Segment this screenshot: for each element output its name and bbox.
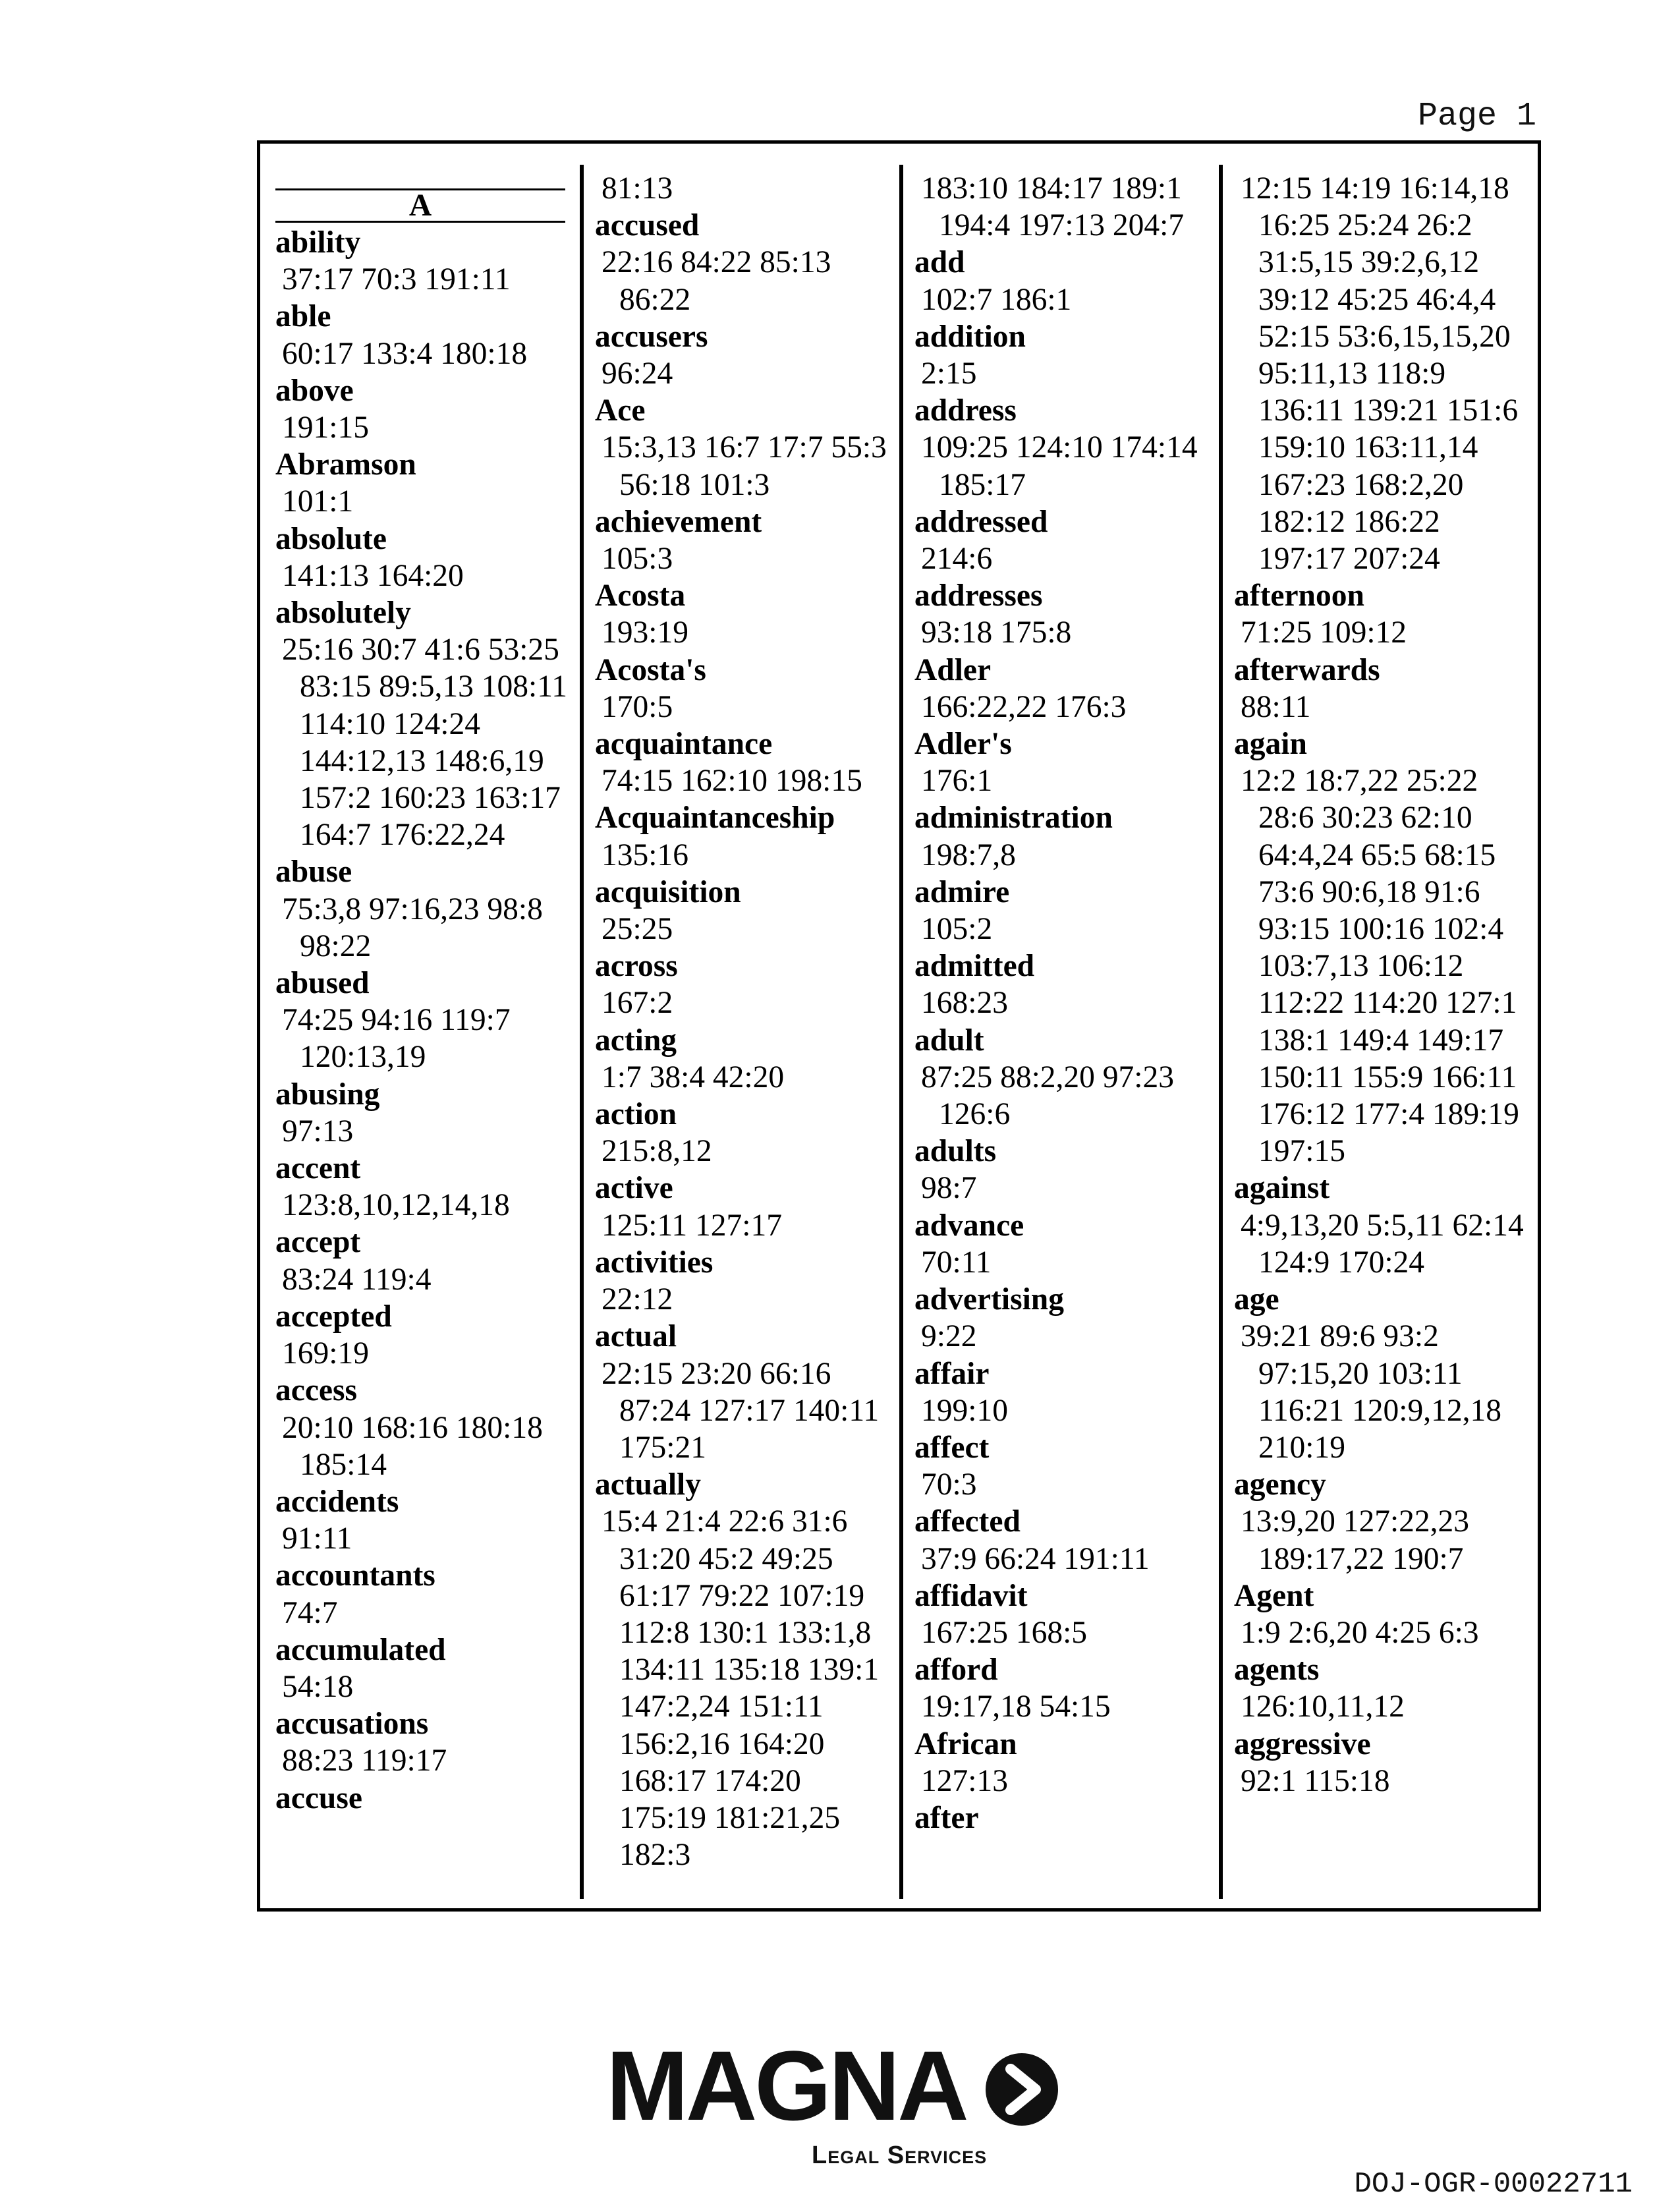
index-term: able: [275, 299, 331, 334]
index-term: accuse: [275, 1780, 362, 1815]
index-entry: [914, 244, 1218, 318]
index-entry: [595, 1170, 898, 1243]
index-term: absolute: [275, 521, 387, 556]
index-entry: [275, 1705, 578, 1779]
index-entry: [914, 652, 1218, 725]
page-line-refs: 22:15 23:20 66:16 87:24 127:17 140:11 175:21: [602, 1356, 880, 1465]
page-line-refs: 15:3,13 16:7 17:7 55:3 56:18 101:3: [602, 430, 887, 502]
page-line-refs: 183:10 184:17 189:1 194:4 197:13 204:7: [921, 171, 1185, 243]
index-term: Ace: [595, 393, 646, 428]
index-term: adults: [914, 1134, 997, 1169]
index-term: advance: [914, 1208, 1024, 1243]
index-column-2: [595, 170, 898, 1873]
page-line-refs: 168:23: [921, 986, 1008, 1021]
index-term: add: [914, 245, 965, 280]
index-term: acquaintance: [595, 727, 773, 762]
index-term: aggressive: [1234, 1726, 1371, 1761]
index-term: accusations: [275, 1707, 429, 1742]
page-line-refs: 60:17 133:4 180:18: [282, 336, 528, 371]
index-term: again: [1234, 727, 1307, 762]
page-line-refs: 167:2: [602, 986, 673, 1021]
index-entry: [595, 1318, 898, 1466]
index-term: above: [275, 373, 354, 408]
index-term: affect: [914, 1430, 990, 1465]
page-line-refs: 193:19: [602, 615, 688, 650]
index-entry: [275, 594, 578, 853]
index-term: affair: [914, 1356, 990, 1391]
index-entry: [275, 224, 578, 298]
index-entry: [595, 874, 898, 948]
index-term: accepted: [275, 1299, 392, 1334]
page-line-refs: 71:25 109:12: [1241, 615, 1407, 650]
index-term: action: [595, 1097, 677, 1132]
index-entry: [595, 948, 898, 1021]
index-term: agency: [1234, 1467, 1326, 1502]
page-line-refs: 12:2 18:7,22 25:22 28:6 30:23 62:10 64:4,24 65:5 68:15 73:6 90:6,18 91:6 93:15 100:16 102:4 103:7,13 106:12 112:22 114:20 127:1 138:1 149:4 149:17 150:11 155:9 166:11 176:12 177:4 189:19 197:15: [1241, 764, 1519, 1169]
page-line-refs: 4:9,13,20 5:5,11 62:14 124:9 170:24: [1241, 1208, 1524, 1280]
index-term: Agent: [1234, 1578, 1314, 1613]
page-line-refs: 199:10: [921, 1393, 1008, 1428]
page-line-refs: 167:25 168:5: [921, 1615, 1088, 1650]
page-line-refs: 37:9 66:24 191:11: [921, 1541, 1150, 1576]
column-divider: [1219, 165, 1223, 1899]
magna-logo: [606, 2030, 1074, 2194]
index-entry: [275, 446, 578, 520]
index-entry: [914, 1651, 1218, 1725]
page-line-refs: 214:6: [921, 542, 993, 577]
index-term: affected: [914, 1504, 1021, 1539]
index-entry: [595, 318, 898, 392]
index-entry: [914, 1022, 1218, 1133]
index-entry: [275, 298, 578, 372]
page-line-refs: 74:7: [282, 1595, 338, 1630]
page-line-refs: 22:12: [602, 1282, 673, 1317]
index-term: admire: [914, 874, 1010, 909]
page-line-refs: 91:11: [282, 1521, 352, 1556]
index-term: affidavit: [914, 1578, 1028, 1613]
index-term: Adler: [914, 652, 992, 687]
page-line-refs: 198:7,8: [921, 837, 1016, 872]
index-entry: [914, 503, 1218, 577]
index-term: abused: [275, 966, 370, 1001]
index-entry: [595, 1466, 898, 1873]
page-line-refs: 135:16: [602, 837, 688, 872]
index-term: accused: [595, 208, 700, 243]
page-line-refs: 70:3: [921, 1467, 977, 1502]
index-entry: [1234, 1726, 1537, 1800]
index-term: African: [914, 1726, 1017, 1761]
index-term: after: [914, 1800, 979, 1835]
index-entry: [914, 392, 1218, 503]
page-line-refs: 96:24: [602, 356, 673, 391]
index-entry: [275, 372, 578, 446]
page-line-refs: 12:15 14:19 16:14,18 16:25 25:24 26:2 31:5,15 39:2,6,12 39:12 45:25 46:4,4 52:15 53:6,15,15,20 95:11,13 118:9 136:11 139:21 151:6 159:10 163:11,14 167:23 168:2,20 182:12 186:22 197:17 207:24: [1241, 171, 1519, 577]
index-term: administration: [914, 801, 1113, 836]
index-entry: [595, 1096, 898, 1170]
index-entry: [914, 1281, 1218, 1355]
index-term: abuse: [275, 855, 352, 890]
index-term: actual: [595, 1319, 677, 1354]
index-entry: [275, 1372, 578, 1483]
index-entry: [1234, 1651, 1537, 1725]
index-term: activities: [595, 1245, 714, 1280]
page-line-refs: 74:25 94:16 119:7 120:13,19: [282, 1003, 511, 1075]
page-line-refs: 25:25: [602, 912, 673, 947]
page-line-refs: 170:5: [602, 689, 673, 724]
page-line-refs: 74:15 162:10 198:15: [602, 764, 862, 799]
index-term: absolutely: [275, 596, 411, 631]
index-term: abusing: [275, 1077, 380, 1112]
index-term: age: [1234, 1282, 1279, 1317]
index-term: addition: [914, 319, 1026, 354]
page-line-refs: 1:9 2:6,20 4:25 6:3: [1241, 1615, 1479, 1650]
page-line-refs: 9:22: [921, 1319, 977, 1354]
page-line-refs: 123:8,10,12,14,18: [282, 1188, 510, 1223]
page-line-refs: 93:18 175:8: [921, 615, 1072, 650]
index-entry: [1234, 1170, 1537, 1281]
page-line-refs: 215:8,12: [602, 1134, 712, 1169]
index-entry: [275, 1780, 578, 1817]
index-term: afford: [914, 1653, 998, 1687]
page-line-refs: 13:9,20 127:22,23 189:17,22 190:7: [1241, 1504, 1470, 1576]
index-entry: [595, 799, 898, 873]
page-line-refs: 37:17 70:3 191:11: [282, 262, 511, 297]
page-line-refs: 176:1: [921, 764, 993, 799]
index-entry: [595, 1022, 898, 1096]
index-term: addresses: [914, 579, 1043, 613]
index-entry: [595, 652, 898, 725]
bates-number: DOJ-OGR-00022711: [1354, 2168, 1633, 2201]
index-entry: [595, 207, 898, 318]
index-term: afternoon: [1234, 579, 1364, 613]
index-entry: [914, 1133, 1218, 1206]
index-entry: [1234, 1281, 1537, 1466]
index-term: address: [914, 393, 1017, 428]
page-line-refs: 98:7: [921, 1171, 977, 1206]
index-term: against: [1234, 1171, 1330, 1206]
page-line-refs: 141:13 164:20: [282, 558, 464, 593]
index-entry: [275, 965, 578, 1076]
index-entry: [275, 1150, 578, 1224]
index-term: adult: [914, 1023, 984, 1058]
index-term: afterwards: [1234, 652, 1380, 687]
logo-subtitle: Legal Services: [812, 2141, 988, 2169]
page-line-refs: 39:21 89:6 93:2 97:15,20 103:11 116:21 120:9,12,18 210:19: [1241, 1319, 1502, 1465]
index-entry: [1234, 725, 1537, 1170]
page-line-refs: 75:3,8 97:16,23 98:8 98:22: [282, 892, 543, 963]
index-entry: [914, 948, 1218, 1021]
index-term: active: [595, 1171, 673, 1206]
index-entry: [914, 1577, 1218, 1651]
index-term: achievement: [595, 504, 762, 539]
index-entry: [914, 577, 1218, 651]
index-term: ability: [275, 225, 361, 260]
index-entry: [275, 1483, 578, 1557]
index-entry: [275, 1557, 578, 1631]
column-divider: [899, 165, 903, 1899]
page-line-refs: 97:13: [282, 1114, 354, 1149]
index-entry: [595, 1244, 898, 1318]
index-term: accumulated: [275, 1632, 446, 1667]
page-line-refs: 20:10 168:16 180:18 185:14: [282, 1410, 543, 1482]
index-entry: [914, 725, 1218, 799]
word-index-table: [257, 140, 1541, 1912]
index-term: accept: [275, 1225, 361, 1260]
letter-heading: A: [275, 188, 565, 223]
page-line-refs: 92:1 115:18: [1241, 1763, 1390, 1798]
page-line-refs: 19:17,18 54:15: [921, 1689, 1111, 1724]
page-line-refs: 88:23 119:17: [282, 1744, 447, 1778]
index-term: acquisition: [595, 874, 741, 909]
page-line-refs: 169:19: [282, 1336, 369, 1371]
index-entry: [914, 1503, 1218, 1577]
page-label: Page 1: [1417, 98, 1536, 135]
index-entry: [595, 170, 898, 207]
page-line-refs: 105:3: [602, 542, 673, 577]
index-entry: [914, 170, 1218, 244]
page-line-refs: 166:22,22 176:3: [921, 689, 1127, 724]
page-line-refs: 2:15: [921, 356, 977, 391]
index-term: agents: [1234, 1653, 1320, 1687]
index-entry: [1234, 170, 1537, 577]
index-term: Adler's: [914, 727, 1012, 762]
index-entry: [914, 1726, 1218, 1800]
page-line-refs: 88:11: [1241, 689, 1311, 724]
index-entry: [595, 392, 898, 503]
page-line-refs: 127:13: [921, 1763, 1008, 1798]
index-column-3: [914, 170, 1218, 1836]
index-term: advertising: [914, 1282, 1064, 1317]
page-line-refs: 191:15: [282, 411, 369, 445]
index-term: Acquaintanceship: [595, 801, 835, 836]
index-term: Acosta's: [595, 652, 706, 687]
page-line-refs: 102:7 186:1: [921, 282, 1072, 317]
index-entry: [275, 1224, 578, 1297]
index-term: Abramson: [275, 447, 416, 482]
index-term: addressed: [914, 504, 1048, 539]
logo-wordmark: MAGNA: [606, 2030, 966, 2141]
index-term: actually: [595, 1467, 701, 1502]
page-line-refs: 87:25 88:2,20 97:23 126:6: [921, 1060, 1174, 1132]
index-column-4: [1234, 170, 1537, 1800]
index-entry: [275, 1076, 578, 1150]
page-line-refs: 81:13: [602, 171, 673, 206]
index-term: Acosta: [595, 579, 686, 613]
index-entry: [595, 725, 898, 799]
index-entry: [914, 874, 1218, 948]
index-entry: [275, 521, 578, 594]
index-entry: [275, 853, 578, 965]
chevron-right-icon: [986, 2053, 1058, 2126]
column-divider: [580, 165, 584, 1899]
index-entry: [1234, 577, 1537, 651]
index-term: accountants: [275, 1558, 435, 1593]
index-term: access: [275, 1373, 357, 1408]
index-entry: [914, 799, 1218, 873]
index-entry: [1234, 652, 1537, 725]
index-entry: [914, 1800, 1218, 1836]
page-line-refs: 1:7 38:4 42:20: [602, 1060, 785, 1094]
index-term: accent: [275, 1151, 361, 1186]
index-entry: [595, 503, 898, 577]
page-line-refs: 54:18: [282, 1669, 354, 1704]
index-entry: [275, 1631, 578, 1705]
index-entry: [595, 577, 898, 651]
page-line-refs: 109:25 124:10 174:14 185:17: [921, 430, 1198, 502]
index-entry: [275, 1298, 578, 1372]
page-line-refs: 101:1: [282, 484, 354, 519]
page-line-refs: 15:4 21:4 22:6 31:6 31:20 45:2 49:25 61:17 79:22 107:19 112:8 130:1 133:1,8 134:11 135:18 139:1 147:2,24 151:11 156:2,16 164:20 168:17 174:20 175:19 181:21,25 182:3: [602, 1504, 880, 1873]
index-entry: [914, 1207, 1218, 1281]
page-line-refs: 83:24 119:4: [282, 1262, 432, 1297]
index-term: across: [595, 949, 678, 984]
index-term: accidents: [275, 1484, 399, 1519]
index-entry: [914, 318, 1218, 392]
index-entry: [914, 1429, 1218, 1503]
index-entry: [1234, 1577, 1537, 1651]
index-term: acting: [595, 1023, 677, 1058]
page-line-refs: 105:2: [921, 912, 993, 947]
index-term: accusers: [595, 319, 708, 354]
index-column-1: [275, 170, 578, 1817]
page-line-refs: 22:16 84:22 85:13 86:22: [602, 245, 831, 317]
index-entry: [914, 1355, 1218, 1429]
page-line-refs: 126:10,11,12: [1241, 1689, 1405, 1724]
index-term: admitted: [914, 949, 1035, 984]
page-line-refs: 25:16 30:7 41:6 53:25 83:15 89:5,13 108:11 114:10 124:24 144:12,13 148:6,19 157:2 160:23 163:17 164:7 176:22,24: [282, 633, 567, 853]
page-line-refs: 125:11 127:17: [602, 1208, 783, 1243]
index-entry: [1234, 1466, 1537, 1577]
page-line-refs: 70:11: [921, 1245, 992, 1280]
